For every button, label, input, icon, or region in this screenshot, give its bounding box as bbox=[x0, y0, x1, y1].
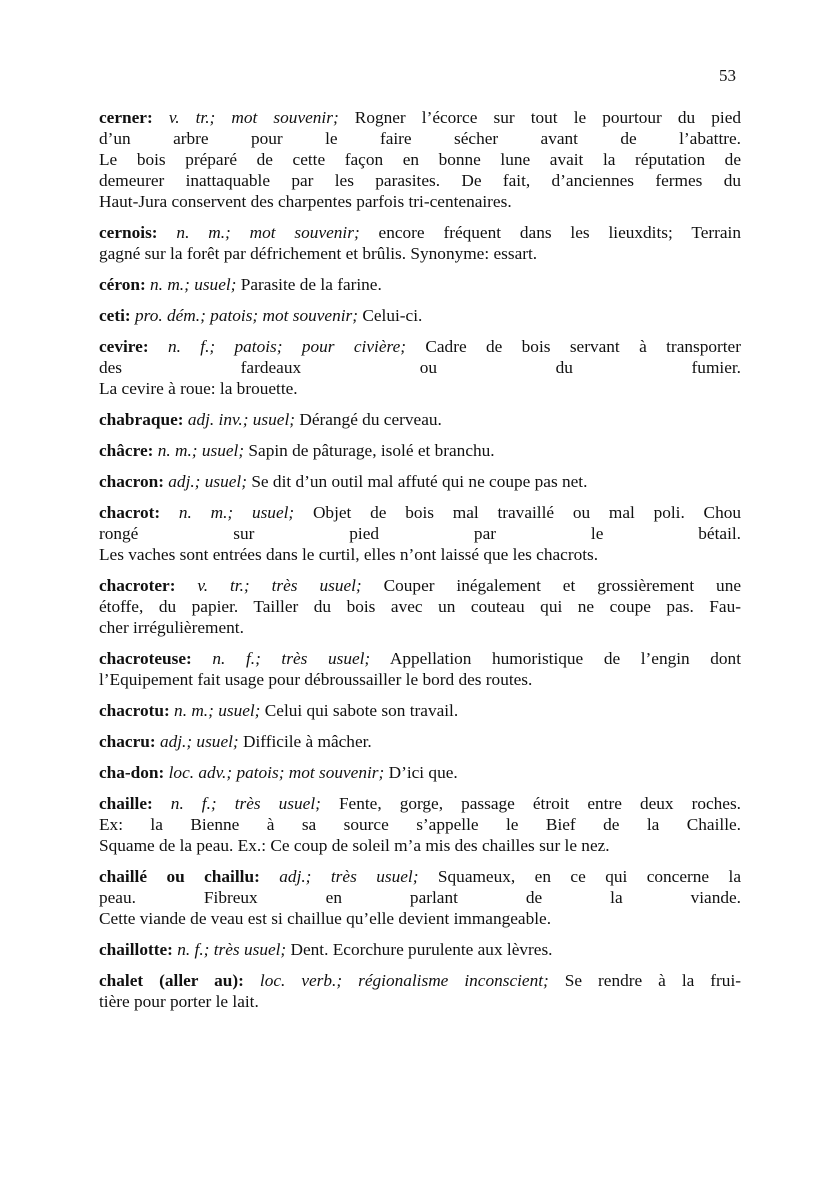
entry-line bbox=[99, 222, 741, 243]
entry-headword: chalet (aller au) bbox=[99, 971, 239, 990]
entry-grammar: pro. dém.; patois; mot souvenir; bbox=[134, 306, 359, 325]
entry-line bbox=[99, 835, 741, 856]
entry-grammar: n. m.; usuel; bbox=[150, 275, 237, 294]
entry-text: demeurer inattaquable par les parasites. De fait, d’anciennes fermes du bbox=[99, 171, 741, 190]
entry-separator: : bbox=[254, 867, 280, 886]
entry-text: tière pour porter le lait. bbox=[99, 992, 259, 1011]
entry-line bbox=[99, 793, 741, 814]
entry-line bbox=[99, 939, 741, 960]
entry-text: Fente, gorge, passage étroit entre deux roches. bbox=[320, 794, 742, 813]
entry-grammar: n. f.; très usuel; bbox=[170, 794, 321, 813]
entry-headword: céron bbox=[99, 275, 140, 294]
entry-separator: : bbox=[154, 503, 179, 522]
entry-text: D’ici que. bbox=[384, 763, 458, 782]
entry-line bbox=[99, 544, 741, 565]
dictionary-entry bbox=[99, 440, 741, 461]
entry-text: Cadre de bois servant à transporter bbox=[406, 337, 741, 356]
entry-text: Appellation humoristique de l’engin dont bbox=[370, 649, 742, 668]
entry-separator: : bbox=[146, 108, 169, 127]
entry-headword: ceti bbox=[99, 306, 125, 325]
entry-separator: : bbox=[158, 472, 169, 491]
entry-headword: châcre bbox=[99, 441, 148, 460]
entry-grammar: loc. verb.; régionalisme inconscient; bbox=[259, 971, 549, 990]
entry-grammar: adj.; usuel; bbox=[168, 472, 247, 491]
entry-text: cher irrégulièrement. bbox=[99, 618, 244, 637]
entry-grammar: adj. inv.; usuel; bbox=[187, 410, 296, 429]
entry-text: peau. Fibreux en parlant de la viande. bbox=[99, 888, 741, 907]
entry-line bbox=[99, 596, 741, 617]
entry-headword: cha-don bbox=[99, 763, 159, 782]
entry-text: encore fréquent dans les lieuxdits; Terrain bbox=[359, 223, 741, 242]
page-number: 53 bbox=[719, 66, 736, 85]
entry-separator: : bbox=[177, 410, 188, 429]
entry-line bbox=[99, 440, 741, 461]
entry-grammar: adj.; très usuel; bbox=[279, 867, 419, 886]
entry-line bbox=[99, 149, 741, 170]
entry-grammar: n. m.; usuel; bbox=[157, 441, 245, 460]
entry-line bbox=[99, 970, 741, 991]
entry-headword: chabraque bbox=[99, 410, 178, 429]
entry-text: Se rendre à la frui- bbox=[548, 971, 741, 990]
entry-separator: : bbox=[149, 732, 160, 751]
entry-line bbox=[99, 887, 741, 908]
dictionary-entry bbox=[99, 939, 741, 960]
entry-separator: : bbox=[142, 337, 168, 356]
entry-text: Difficile à mâcher. bbox=[238, 732, 372, 751]
entry-line bbox=[99, 648, 741, 669]
entry-separator: : bbox=[169, 576, 198, 595]
entry-text: rongé sur pied par le bétail. bbox=[99, 524, 741, 543]
entry-line bbox=[99, 170, 741, 191]
entry-line bbox=[99, 409, 741, 430]
entry-text: Ex: la Bienne à sa source s’appelle le Bief de la Chaille. bbox=[99, 815, 741, 834]
entry-text: Le bois préparé de cette façon en bonne lune avait la réputation de bbox=[99, 150, 741, 169]
entry-text: Dérangé du cerveau. bbox=[295, 410, 442, 429]
dictionary-entry bbox=[99, 336, 741, 399]
dictionary-entry bbox=[99, 305, 741, 326]
entry-text: La cevire à roue: la brouette. bbox=[99, 379, 298, 398]
entry-separator: : bbox=[139, 275, 151, 294]
entry-text: Les vaches sont entrées dans le curtil, elles n’ont laissé que les chacrots. bbox=[99, 545, 599, 564]
entry-text: Squame de la peau. Ex.: Ce coup de soleil m’a mis des chailles sur le nez. bbox=[99, 836, 610, 855]
dictionary-entry bbox=[99, 866, 741, 929]
entry-headword: chacrot bbox=[99, 503, 155, 522]
entry-text: Objet de bois mal travaillé ou mal poli. Chou bbox=[294, 503, 741, 522]
entry-grammar: v. tr.; très usuel; bbox=[197, 576, 362, 595]
dictionary-entry bbox=[99, 970, 741, 1012]
entry-line bbox=[99, 866, 741, 887]
dictionary-entry bbox=[99, 502, 741, 565]
entry-headword: chacron bbox=[99, 472, 159, 491]
entry-line bbox=[99, 357, 741, 378]
entry-text: l’Equipement fait usage pour débroussailler le bord des routes. bbox=[99, 670, 533, 689]
entry-text: Parasite de la farine. bbox=[236, 275, 382, 294]
entry-grammar: v. tr.; mot souvenir; bbox=[168, 108, 339, 127]
entry-text: étoffe, du papier. Tailler du bois avec un couteau qui ne coupe pas. Fau- bbox=[99, 597, 741, 616]
entry-text: gagné sur la forêt par défrichement et brûlis. Synonyme: essart. bbox=[99, 244, 538, 263]
dictionary-entry bbox=[99, 700, 741, 721]
entry-headword: cevire bbox=[99, 337, 143, 356]
entry-grammar: n. f.; très usuel; bbox=[177, 940, 287, 959]
entry-line bbox=[99, 617, 741, 638]
entry-separator: : bbox=[158, 763, 169, 782]
entry-text: Squameux, en ce qui concerne la bbox=[418, 867, 741, 886]
entry-line bbox=[99, 191, 741, 212]
entry-grammar: loc. adv.; patois; mot souvenir; bbox=[168, 763, 385, 782]
entry-headword: chaillé ou chaillu bbox=[99, 867, 255, 886]
entry-line bbox=[99, 731, 741, 752]
entry-separator: : bbox=[167, 940, 178, 959]
entry-grammar: n. f.; très usuel; bbox=[212, 649, 371, 668]
entry-headword: cerner bbox=[99, 108, 147, 127]
entry-line bbox=[99, 762, 741, 783]
entry-line bbox=[99, 908, 741, 929]
entry-line bbox=[99, 243, 741, 264]
entry-line bbox=[99, 305, 741, 326]
entry-text: Sapin de pâturage, isolé et branchu. bbox=[244, 441, 495, 460]
entry-line bbox=[99, 128, 741, 149]
entry-line bbox=[99, 991, 741, 1012]
entry-text: des fardeaux ou du fumier. bbox=[99, 358, 741, 377]
entry-line bbox=[99, 523, 741, 544]
entry-grammar: n. m.; usuel; bbox=[178, 503, 295, 522]
entry-text: d’un arbre pour le faire sécher avant de l’abattre. bbox=[99, 129, 741, 148]
entry-text: Cette viande de veau est si chaillue qu’elle devient immangeable. bbox=[99, 909, 552, 928]
entry-line bbox=[99, 378, 741, 399]
entry-separator: : bbox=[186, 649, 213, 668]
entry-headword: chacru bbox=[99, 732, 150, 751]
entry-line bbox=[99, 814, 741, 835]
dictionary-entry bbox=[99, 793, 741, 856]
entry-separator: : bbox=[124, 306, 135, 325]
entry-text: Celui qui sabote son travail. bbox=[260, 701, 459, 720]
dictionary-entries bbox=[99, 107, 741, 1022]
entry-headword: chaillotte bbox=[99, 940, 168, 959]
dictionary-entry bbox=[99, 274, 741, 295]
entry-text: Se dit d’un outil mal affuté qui ne coupe pas net. bbox=[247, 472, 588, 491]
dictionary-entry bbox=[99, 107, 741, 212]
entry-text: Celui-ci. bbox=[358, 306, 423, 325]
dictionary-entry bbox=[99, 222, 741, 264]
entry-separator: : bbox=[163, 701, 175, 720]
entry-text: Rogner l’écorce sur tout le pourtour du pied bbox=[338, 108, 742, 127]
entry-grammar: adj.; usuel; bbox=[159, 732, 239, 751]
entry-headword: chacroter bbox=[99, 576, 170, 595]
entry-line bbox=[99, 107, 741, 128]
entry-separator: : bbox=[147, 794, 171, 813]
entry-headword: chaille bbox=[99, 794, 147, 813]
entry-line bbox=[99, 669, 741, 690]
entry-grammar: n. f.; patois; pour civière; bbox=[167, 337, 406, 356]
entry-text: Couper inégalement et grossièrement une bbox=[361, 576, 741, 595]
dictionary-entry bbox=[99, 471, 741, 492]
entry-text: Haut-Jura conservent des charpentes parfois tri-centenaires. bbox=[99, 192, 512, 211]
dictionary-entry bbox=[99, 575, 741, 638]
entry-separator: : bbox=[238, 971, 260, 990]
entry-grammar: n. m.; mot souvenir; bbox=[176, 223, 360, 242]
entry-text: Dent. Ecorchure purulente aux lèvres. bbox=[286, 940, 553, 959]
entry-line bbox=[99, 575, 741, 596]
entry-headword: chacrotu bbox=[99, 701, 164, 720]
entry-headword: cernois bbox=[99, 223, 152, 242]
entry-grammar: n. m.; usuel; bbox=[174, 701, 261, 720]
dictionary-entry bbox=[99, 648, 741, 690]
entry-line bbox=[99, 274, 741, 295]
entry-separator: : bbox=[147, 441, 158, 460]
entry-line bbox=[99, 336, 741, 357]
entry-separator: : bbox=[151, 223, 177, 242]
dictionary-entry bbox=[99, 409, 741, 430]
entry-line bbox=[99, 502, 741, 523]
dictionary-entry bbox=[99, 762, 741, 783]
dictionary-entry bbox=[99, 731, 741, 752]
entry-line bbox=[99, 700, 741, 721]
entry-line bbox=[99, 471, 741, 492]
entry-headword: chacroteuse bbox=[99, 649, 187, 668]
